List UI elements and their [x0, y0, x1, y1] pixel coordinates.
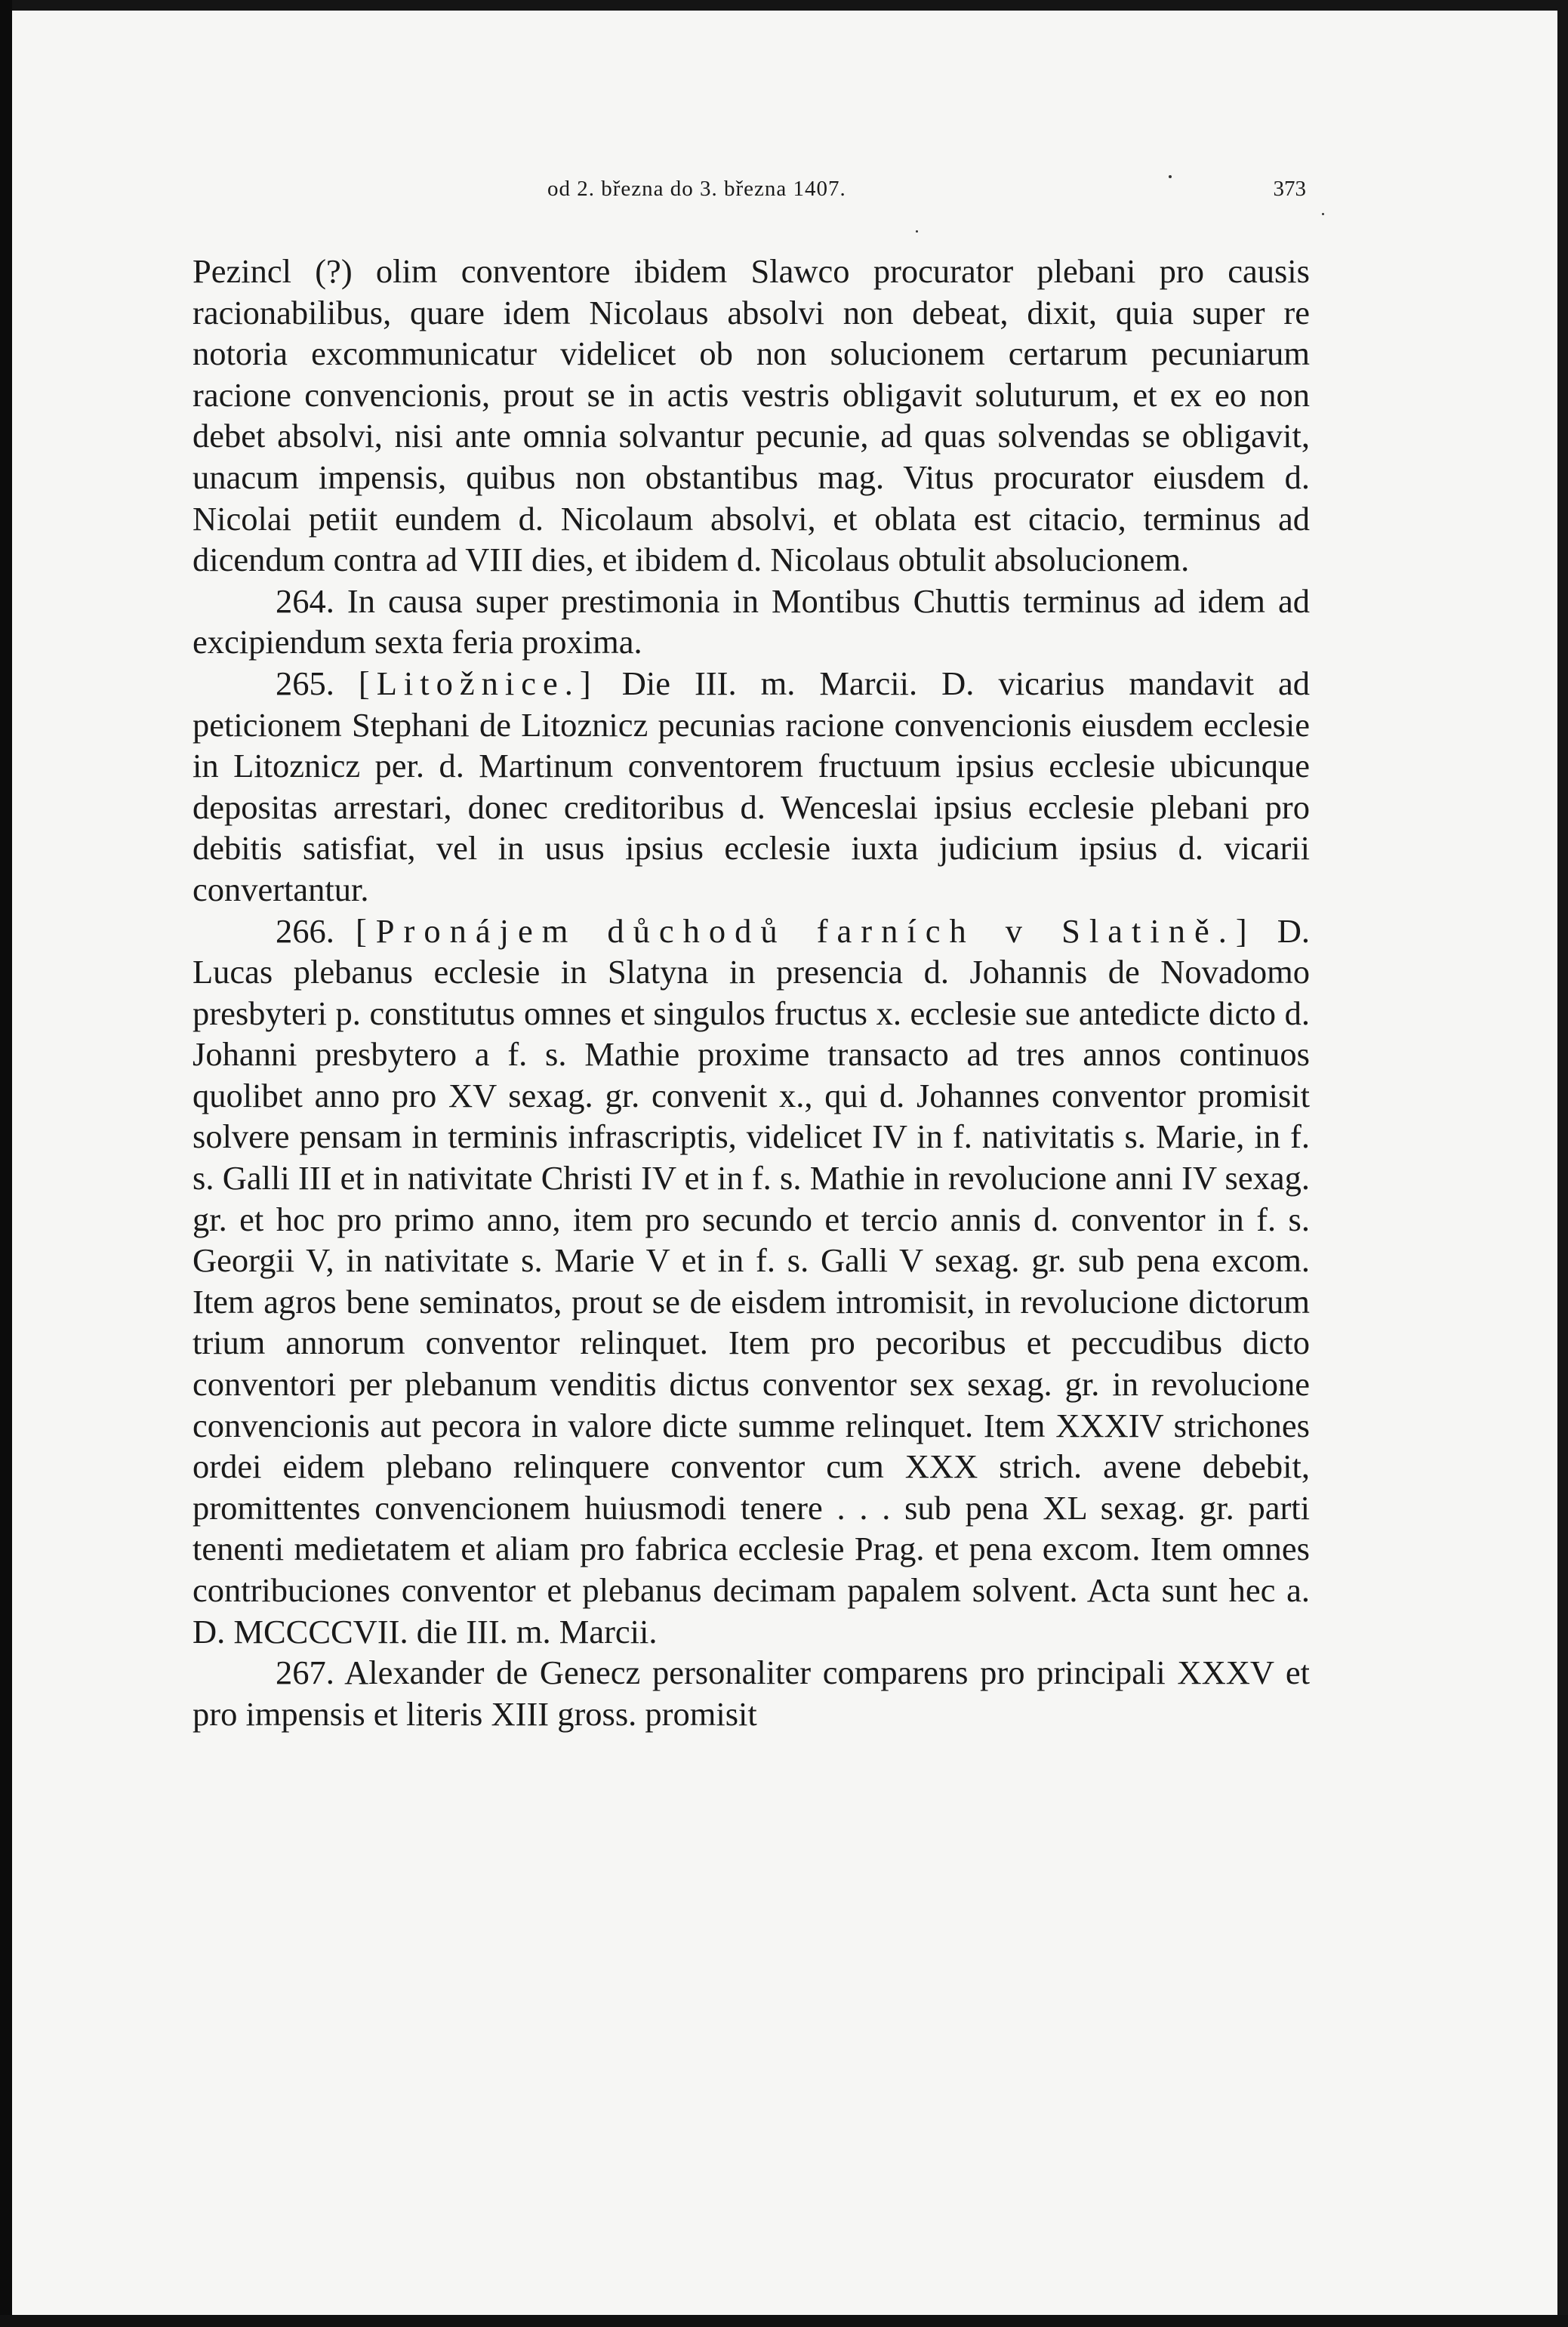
entry-number: 265. — [276, 664, 334, 702]
page-number: 373 — [1273, 177, 1306, 201]
scan-speck — [916, 230, 918, 233]
entry-number: 266. — [276, 911, 334, 950]
running-title: od 2. března do 3. března 1407. — [547, 177, 846, 201]
scan-speck — [1322, 213, 1324, 215]
entry-text: D. Lucas plebanus ecclesie in Slatyna in presencia d. Johannis de Novadomo presbyteri p. constitutus omnes et singulos fructus x. ecclesie sue antedicte dicto d. Johanni presbytero a f. s. Mathie proxime transacto ad tres annos continuos quolibet anno pro XV sexag. gr. convenit x., qui d. Johannes conventor promisit solvere pensam in terminis infrascriptis, videlicet IV in f. nativitatis s. Marie, in f. s. Galli III et in nativitate Christi IV et in f. s. Mathie in revolucione anni IV sexag. gr. et hoc pro primo anno, item pro secundo et tercio annis d. conventor in f. s. Georgii V, in nativitate s. Marie V et in f. s. Galli V sexag. gr. sub pena excom. Item agros bene seminatos, prout se de eisdem intromisit, in revolucione dictorum trium annorum conventor relinquet. Item pro pecoribus et peccudibus dicto conventori per plebanum venditis dictus conventor sex sexag. gr. in revolucione convencionis aut pecora in valore dicte summe relinquet. Item XXXIV strichones ordei eidem plebano relinquere conventor cum XXX strich. avene debebit, promittentes convencionem huiusmodi tenere . . . sub pena XL sexag. gr. parti tenenti medietatem et aliam pro fabrica ecclesie Prag. et pena excom. Item omnes contribuciones conventor et plebanus decimam papalem solvent. Acta sunt hec a. D. MCCCCVII. die III. m. Marcii. — [193, 911, 1310, 1650]
entry-heading: [Pronájem důchodů farních v Slatině.] — [355, 911, 1256, 950]
paragraph-266 — [193, 911, 1310, 1653]
paragraph-264: 264. In causa super prestimonia in Montibus Chuttis terminus ad idem ad excipiendum sexta feria proxima. — [193, 581, 1310, 661]
scan-border-bottom — [0, 2315, 1568, 2327]
page-header — [193, 177, 1306, 210]
scan-border-top — [0, 0, 1568, 11]
scan-border-right — [1557, 0, 1568, 2327]
entry-heading: [Litožnice.] — [358, 664, 598, 702]
scan-border-left — [0, 0, 12, 2327]
paragraph-267: 267. Alexander de Genecz personaliter comparens pro principali XXXV et pro impensis et literis XIII gross. promisit — [193, 1654, 1310, 1733]
paragraph-265 — [193, 663, 1310, 911]
entry-text: Die III. m. Marcii. D. vicarius mandavit ad peticionem Stephani de Litoznicz pecunias racione convencionis eiusdem ecclesie in Litoznicz per. d. Martinum conventorem fructuum ipsius ecclesie ubicunque depositas arrestari, donec creditoribus d. Wenceslai ipsius ecclesie plebani pro debitis satisfiat, vel in usus ipsius ecclesie iuxta judicium ipsius d. vicarii convertantur. — [193, 664, 1310, 908]
paragraph-263-continued: Pezincl (?) olim conventore ibidem Slawco procurator plebani pro causis racionabilibus, quare idem Nicolaus absolvi non debeat, dixit, quia super re notoria excommunicatur videlicet ob non solucionem certarum pecuniarum racione convencionis, prout se in actis vestris obligavit soluturum, et ex eo non debet absolvi, nisi ante omnia solvantur pecunie, ad quas solvendas se obligavit, unacum impensis, quibus non obstantibus mag. Vitus procurator eiusdem d. Nicolai petiit eundem d. Nicolaum absolvi, et oblata est citacio, terminus ad dicendum contra ad VIII dies, et ibidem d. Nicolaus obtulit absolucionem. — [193, 252, 1310, 579]
body-text — [193, 251, 1310, 1734]
